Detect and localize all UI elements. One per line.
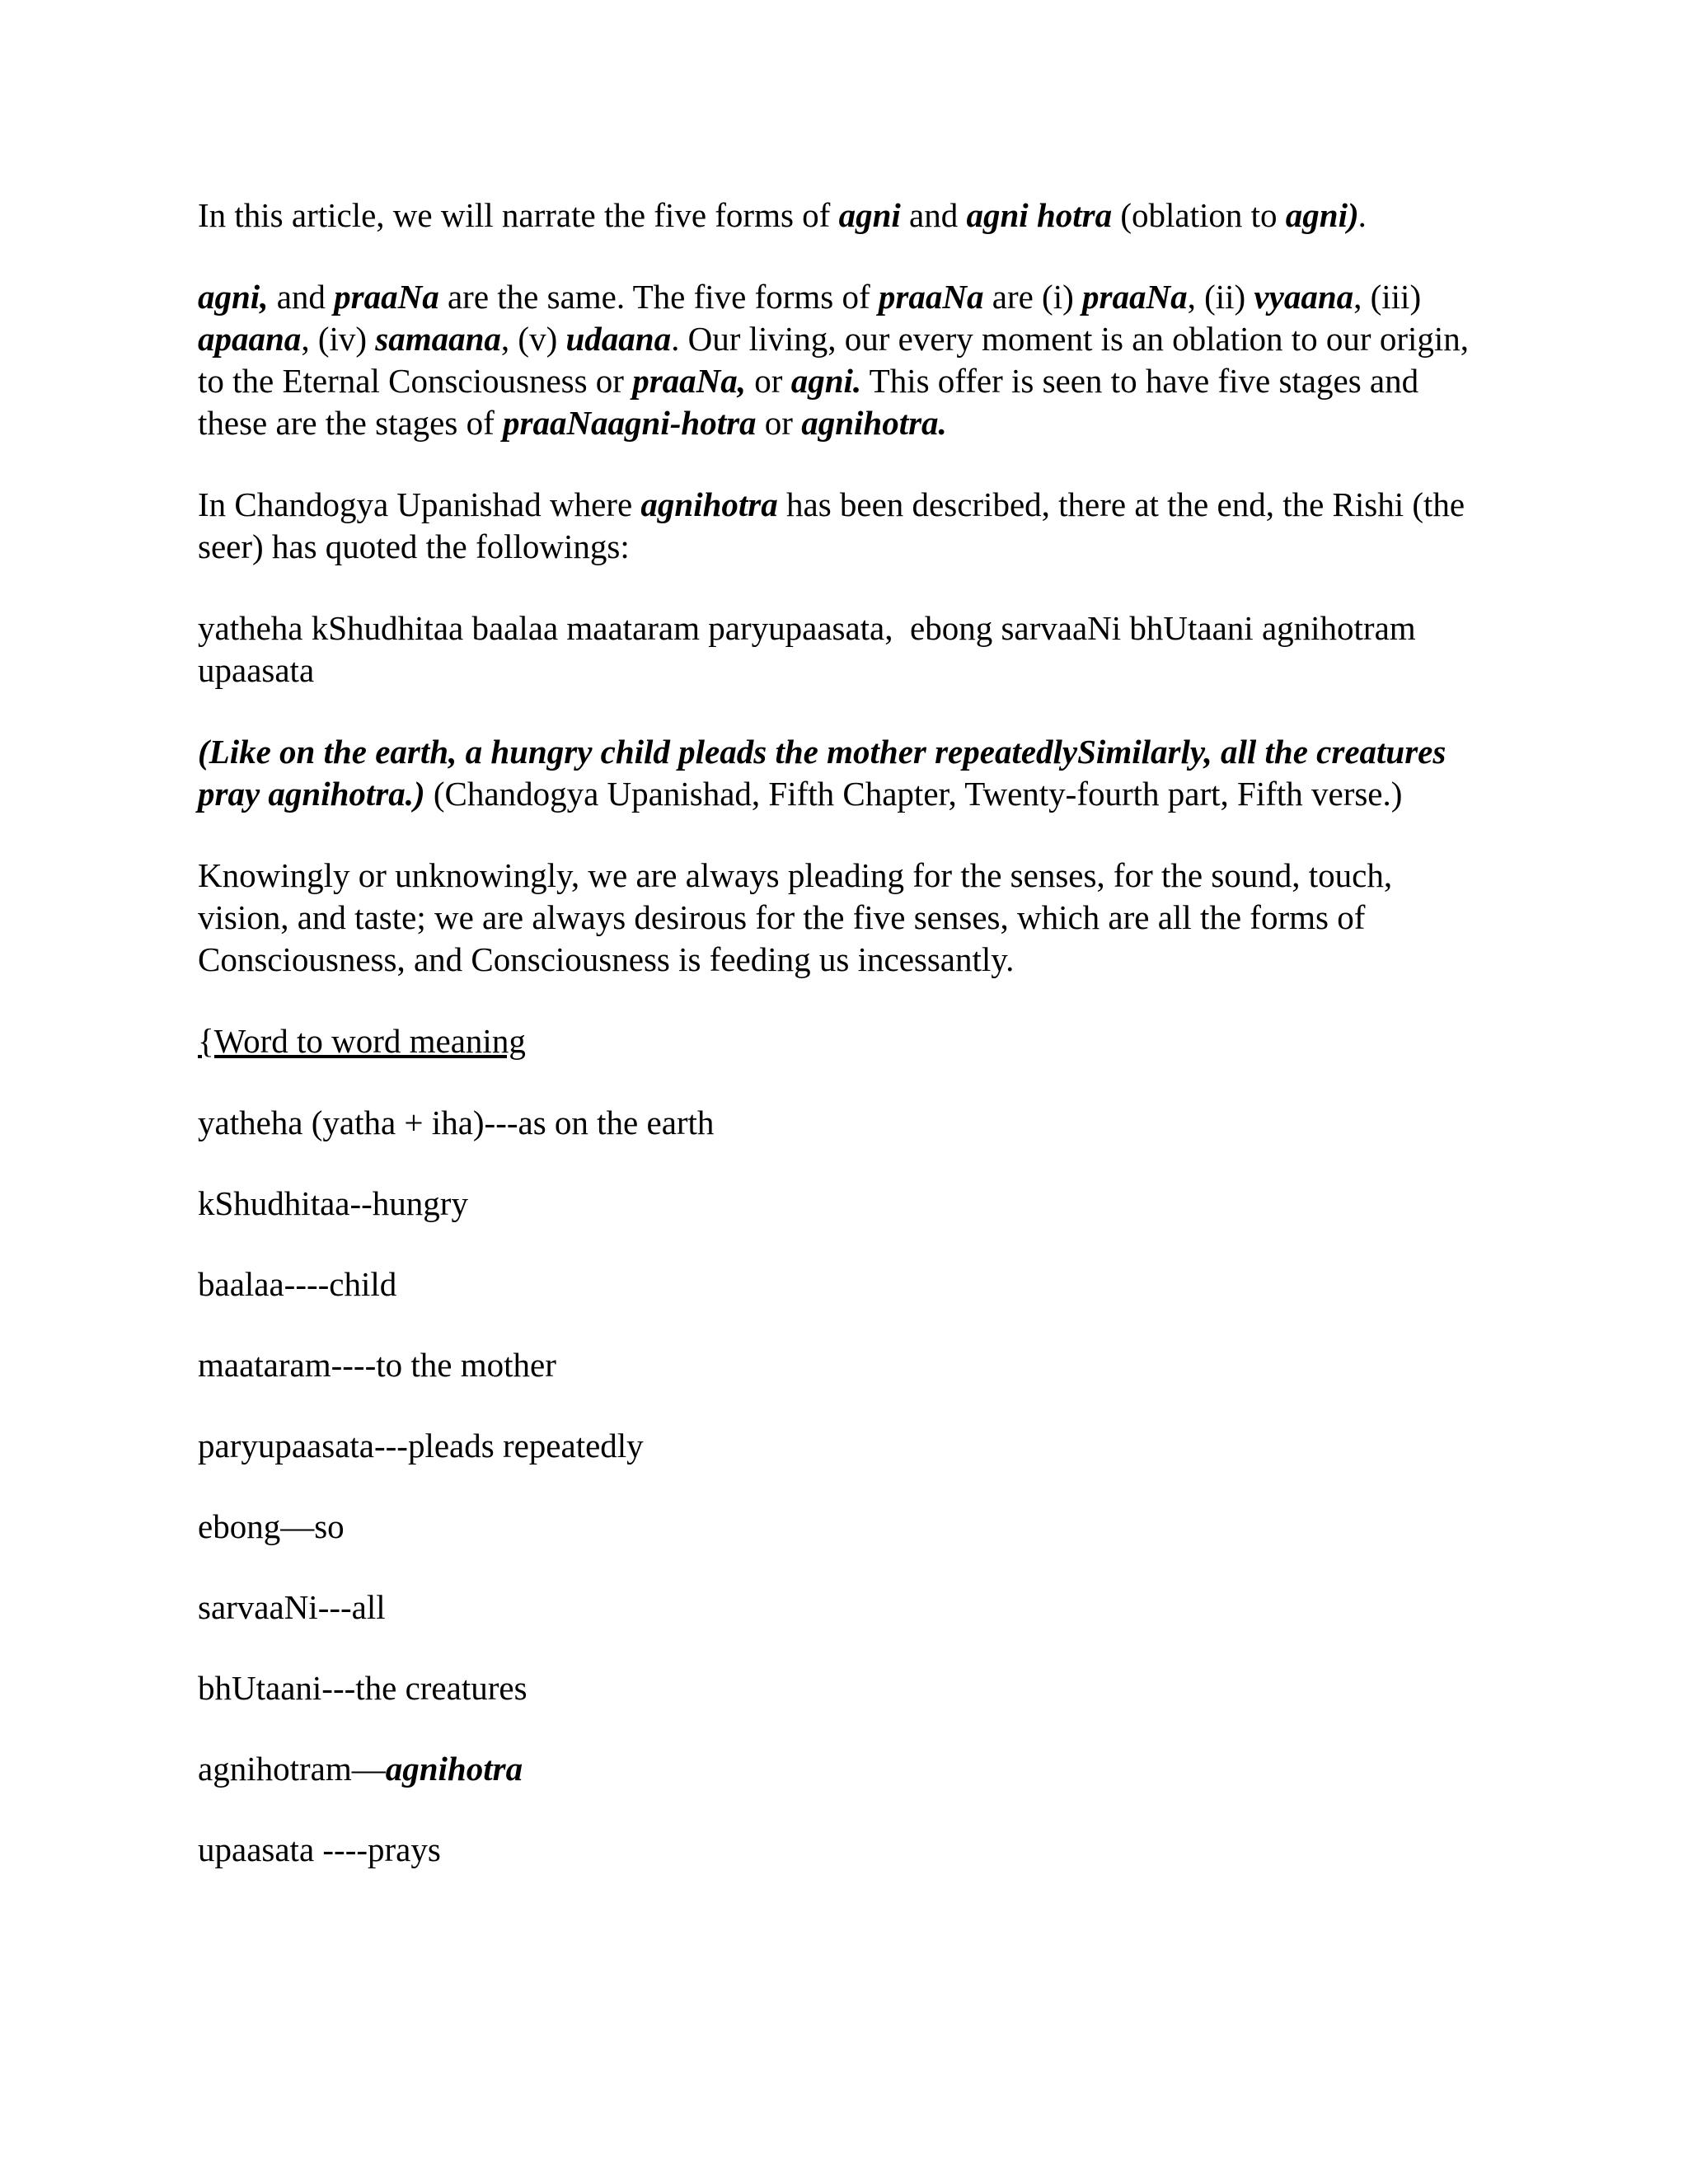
term-agnihotra: agnihotra. [801,404,947,442]
glossary-entry: upaasata ----prays [198,1830,441,1868]
glossary-entry: ebong—so [198,1507,345,1545]
term-samaana: samaana [375,320,501,358]
glossary-entry: bhUtaani---the creatures [198,1669,528,1707]
glossary-entry: paryupaasata---pleads repeatedly [198,1427,644,1465]
document-page [198,194,1484,1910]
term-praana: praaNa [1082,278,1188,316]
paragraph-senses: Knowingly or unknowingly, we are always pleading for the senses, for the sound, touch, vision, and taste; we are always desirous for the five senses, which are all the forms of Consciousness, and Consciousness is feeding us incessantly. [198,856,1393,978]
glossary-list [198,1102,1484,1871]
glossary-entry: baalaa----child [198,1265,397,1303]
verse-citation: (Chandogya Upanishad, Fifth Chapter, Twenty-fourth part, Fifth verse.) [424,775,1403,813]
glossary-heading: {Word to word meaning [198,1022,526,1060]
term-praanaagni-hotra: praaNaagni-hotra [502,404,757,442]
sanskrit-verse: yatheha kShudhitaa baalaa maataram paryupaasata, ebong sarvaaNi bhUtaani agnihotram upaasata [198,609,1424,689]
term-agni: agni. [790,362,862,400]
term-praana: praaNa [878,278,984,316]
term-agnihotra: agnihotra [640,485,778,523]
term-udaana: udaana [565,320,672,358]
paragraph-chandogya: In Chandogya Upanishad where agnihotra has been described, there at the end, the Rishi (the seer) has quoted the followings: [198,485,1465,565]
term-agni: agni) [1285,196,1359,234]
glossary-entry: kShudhitaa--hungry [198,1184,468,1222]
paragraph-intro: In this article, we will narrate the five forms of agni and agni hotra (oblation to agni). [198,196,1367,234]
term-vyaana: vyaana [1254,278,1354,316]
translation-text: (Like on the earth, a hungry child pleads the mother repeatedlySimilarly, all the creatures pray agnihotra.) [198,733,1447,813]
term-agni: agni [838,196,901,234]
term-agni-hotra: agni hotra [966,196,1113,234]
paragraph-prana-forms: agni, and praaNa are the same. The five forms of praaNa are (i) praaNa, (ii) vyaana, (iii) apaana, (iv) samaana, (v) udaana. Our living, our every moment is an oblation to our origin, to the Eternal Consciousness or praaNa, or agni. This offer is seen to have five stages and these are the stages of praaNaagni-hotra or agnihotra. [198,278,1469,442]
verse-translation [198,731,1484,815]
term-apaana: apaana [198,320,302,358]
term-praana: praaNa, [632,362,747,400]
term-praana: praaNa [334,278,439,316]
glossary-entry: maataram----to the mother [198,1346,556,1384]
term-agnihotra: agnihotra [385,1750,523,1788]
term-agni: agni, [198,278,269,316]
glossary-entry: sarvaaNi---all [198,1588,386,1626]
glossary-entry: yatheha (yatha + iha)---as on the earth [198,1104,715,1141]
glossary-entry: agnihotram—agnihotra [198,1750,523,1788]
